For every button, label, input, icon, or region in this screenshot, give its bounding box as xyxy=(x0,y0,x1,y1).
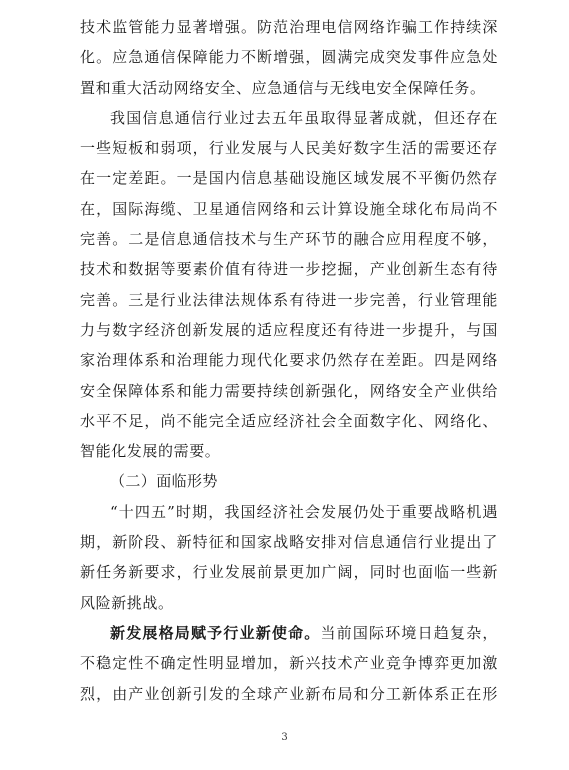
text-line: 风险新挑战。 xyxy=(80,593,174,612)
paragraph-new-mission xyxy=(80,618,498,709)
text-line: 技术监管能力显著增强。防范治理电信网络诈骗工作持续深 xyxy=(80,18,498,36)
text-line: 置和重大活动网络安全、应急通信与无线电安全保障任务。 xyxy=(80,78,486,97)
section-heading: （二）面临形势 xyxy=(110,472,218,491)
document-body xyxy=(80,12,498,709)
text-line: 家治理体系和治理能力现代化要求仍然存在差距。四是网络 xyxy=(80,351,498,370)
paragraph-shortcomings xyxy=(80,103,498,467)
text-line: 不稳定性不确定性明显增加，新兴技术产业竞争博弈更加激 xyxy=(80,654,498,673)
text-line: 水平不足，尚不能完全适应经济社会全面数字化、网络化、 xyxy=(80,411,498,430)
text-line: 新任务新要求，行业发展前景更加广阔，同时也面临一些新 xyxy=(80,563,498,582)
paragraph-situation xyxy=(80,497,498,618)
text-line: 完善。三是行业法律法规体系有待进一步完善，行业管理能 xyxy=(80,290,498,309)
text-line: “十四五”时期，我国经济社会发展仍处于重要战略机遇 xyxy=(110,502,498,521)
text-line: 力与数字经济创新发展的适应程度还有待进一步提升，与国 xyxy=(80,320,498,339)
text-line: 在，国际海缆、卫星通信网络和云计算设施全球化布局尚不 xyxy=(80,199,498,218)
page-number: 3 xyxy=(281,732,288,743)
text-line: 完善。二是信息通信技术与生产环节的融合应用程度不够， xyxy=(80,230,498,249)
text-line: 技术和数据等要素价值有待进一步挖掘，产业创新生态有待 xyxy=(80,260,498,279)
text-line: 化。应急通信保障能力不断增强，圆满完成突发事件应急处 xyxy=(80,48,498,67)
bold-lead-sentence: 新发展格局赋予行业新使命。 xyxy=(110,623,321,642)
text-line xyxy=(80,618,498,648)
text-line: 在一定差距。一是国内信息基础设施区域发展不平衡仍然存 xyxy=(80,169,498,188)
paragraph-continued xyxy=(80,12,498,103)
text-line: 我国信息通信行业过去五年虽取得显著成就，但还存在 xyxy=(110,108,498,127)
text-line: 安全保障体系和能力需要持续创新强化，网络安全产业供给 xyxy=(80,381,498,400)
text-line: 烈，由产业创新引发的全球产业新布局和分工新体系正在形 xyxy=(80,684,498,703)
text-line: 期，新阶段、新特征和国家战略安排对信息通信行业提出了 xyxy=(80,533,498,552)
text-line: 智能化发展的需要。 xyxy=(80,442,221,461)
text-run: 当前国际环境日趋复杂， xyxy=(320,623,498,642)
text-line: 一些短板和弱项，行业发展与人民美好数字生活的需要还存 xyxy=(80,139,498,158)
